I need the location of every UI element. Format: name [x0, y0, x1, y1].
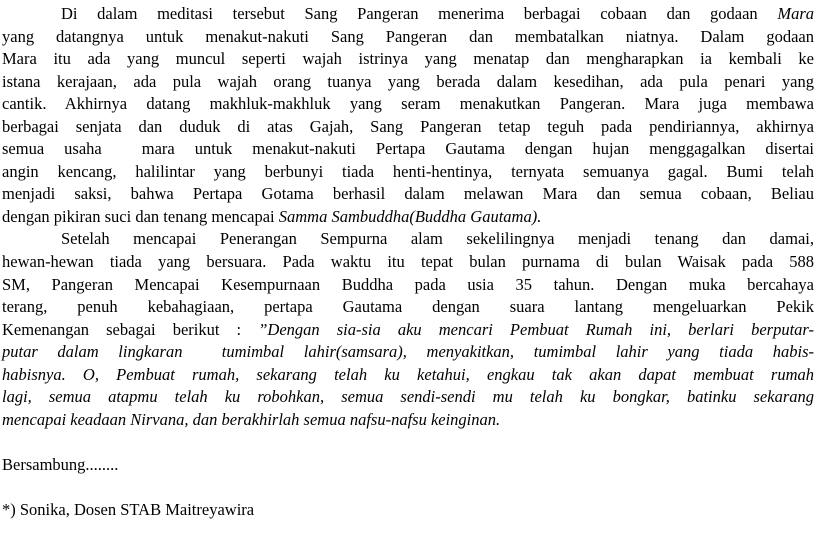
text-line	[2, 116, 814, 139]
text-run: menjadi saksi, bahwa Pertapa Gotama berhasil dalam melawan Mara dan semua cobaan, Beliau	[2, 184, 814, 204]
italic-text-run: Mara	[777, 4, 814, 23]
text-line	[2, 341, 814, 364]
blank-line	[2, 431, 814, 454]
text-line	[2, 251, 814, 274]
text-line	[2, 138, 814, 161]
text-run: angin kencang, halilintar yang berbunyi tiada henti-hentinya, ternyata semuanya gagal. Bumi telah	[2, 161, 814, 181]
text-run: semua usaha mara untuk menakut-nakuti Pertapa Gautama dengan hujan menggagalkan disertai	[2, 139, 814, 159]
text-line	[2, 364, 814, 387]
text-run: *) Sonika, Dosen STAB Maitreyawira	[2, 500, 255, 520]
text-run: berbagai senjata dan duduk di atas Gajah, Sang Pangeran tetap teguh pada pendiriannya, akhirnya	[2, 116, 814, 136]
text-line	[2, 206, 814, 229]
text-run: Kemenangan sebagai berikut :	[2, 319, 259, 339]
italic-text-run: putar dalam lingkaran tumimbal lahir(samsara), menyakitkan, tumimbal lahir yang tiada habis-	[2, 342, 814, 362]
text-line	[2, 26, 814, 49]
italic-text-run: ”Dengan sia-sia aku mencari Pembuat Rumah ini, berlari berputar-	[258, 319, 814, 339]
text-run: Mara itu ada yang muncul seperti wajah istrinya yang menatap dan mengharapkan ia kembali ke	[2, 49, 814, 69]
italic-text-run: lagi, semua atapmu telah ku robohkan, semua sendi-sendi mu telah ku bongkar, batinku sekarang	[2, 387, 814, 407]
text-line	[2, 454, 814, 477]
text-run: Di dalam meditasi tersebut Sang Pangeran menerima berbagai cobaan dan godaan	[61, 4, 778, 23]
text-run: SM, Pangeran Mencapai Kesempurnaan Buddha pada usia 35 tahun. Dengan muka bercahaya	[2, 274, 814, 294]
text-run: dengan pikiran suci dan tenang mencapai	[2, 206, 279, 226]
text-line	[2, 319, 814, 342]
text-run: Bersambung........	[2, 454, 119, 474]
text-line	[2, 71, 814, 94]
text-line	[2, 183, 814, 206]
text-line	[2, 274, 814, 297]
italic-text-run: Samma Sambuddha(Buddha Gautama).	[278, 206, 542, 226]
text-run: yang datangnya untuk menakut-nakuti Sang Pangeran dan membatalkan niatnya. Dalam godaan	[2, 26, 814, 46]
text-run: Setelah mencapai Penerangan Sempurna alam sekelilingnya menjadi tenang dan damai,	[61, 229, 814, 249]
text-line	[2, 93, 814, 116]
document-text	[2, 3, 814, 522]
text-line	[2, 499, 814, 522]
text-line	[2, 161, 814, 184]
italic-text-run: mencapai keadaan Nirvana, dan berakhirlah semua nafsu-nafsu keinginan.	[2, 409, 501, 429]
text-run: cantik. Akhirnya datang makhluk-makhluk yang seram menakutkan Pangeran. Mara juga membawa	[2, 94, 814, 114]
text-line	[2, 296, 814, 319]
blank-line	[2, 476, 814, 499]
text-line	[2, 3, 814, 26]
text-run: terang, penuh kebahagiaan, pertapa Gautama dengan suara lantang mengeluarkan Pekik	[2, 297, 814, 317]
text-line	[2, 228, 814, 251]
text-line	[2, 386, 814, 409]
text-line	[2, 48, 814, 71]
text-run: hewan-hewan tiada yang bersuara. Pada waktu itu tepat bulan purnama di bulan Waisak pada 588	[2, 252, 814, 272]
italic-text-run: habisnya. O, Pembuat rumah, sekarang telah ku ketahui, engkau tak akan dapat membuat rumah	[2, 364, 814, 384]
text-line	[2, 409, 814, 432]
text-run: istana kerajaan, ada pula wajah orang tuanya yang berada dalam kesedihan, ada pula penari yang	[2, 71, 814, 91]
